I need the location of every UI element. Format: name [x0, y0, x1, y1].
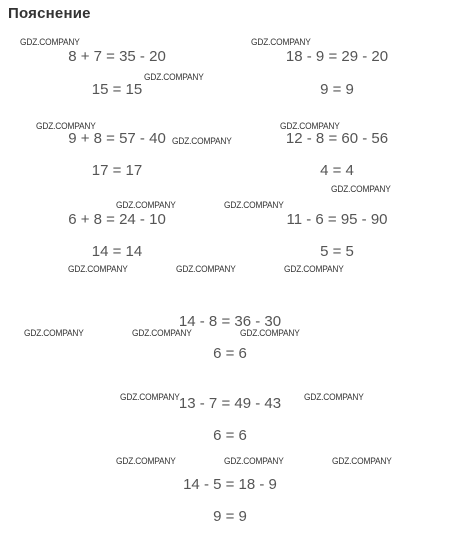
equation-7: 14 - 8 = 36 - 30 [178, 313, 282, 330]
equation-1-result: 15 = 15 [91, 81, 143, 98]
watermark: GDZ.COMPANY [116, 456, 176, 467]
watermark: GDZ.COMPANY [280, 121, 340, 132]
equation-6-result: 5 = 5 [320, 243, 354, 260]
watermark: GDZ.COMPANY [24, 328, 84, 339]
equation-6: 11 - 6 = 95 - 90 [286, 211, 388, 228]
watermark: GDZ.COMPANY [304, 392, 364, 403]
watermark: GDZ.COMPANY [172, 136, 232, 147]
equation-4-result: 4 = 4 [320, 162, 354, 179]
equation-8: 13 - 7 = 49 - 43 [178, 395, 282, 412]
page-title: Пояснение [8, 5, 91, 22]
equation-3: 9 + 8 = 57 - 40 [68, 130, 166, 147]
watermark: GDZ.COMPANY [116, 200, 176, 211]
equation-2-result: 9 = 9 [320, 81, 354, 98]
watermark: GDZ.COMPANY [68, 264, 128, 275]
watermark: GDZ.COMPANY [20, 37, 80, 48]
watermark: GDZ.COMPANY [331, 184, 391, 195]
equation-5: 6 + 8 = 24 - 10 [68, 211, 166, 228]
watermark: GDZ.COMPANY [224, 200, 284, 211]
watermark: GDZ.COMPANY [120, 392, 180, 403]
watermark: GDZ.COMPANY [36, 121, 96, 132]
watermark: GDZ.COMPANY [240, 328, 300, 339]
watermark: GDZ.COMPANY [176, 264, 236, 275]
watermark: GDZ.COMPANY [251, 37, 311, 48]
equation-2: 18 - 9 = 29 - 20 [285, 48, 389, 65]
equation-5-result: 14 = 14 [91, 243, 143, 260]
watermark: GDZ.COMPANY [132, 328, 192, 339]
watermark: GDZ.COMPANY [144, 72, 204, 83]
watermark: GDZ.COMPANY [284, 264, 344, 275]
watermark: GDZ.COMPANY [332, 456, 392, 467]
equation-9-result: 9 = 9 [213, 508, 247, 525]
equation-4: 12 - 8 = 60 - 56 [285, 130, 389, 147]
equation-7-result: 6 = 6 [213, 345, 247, 362]
equation-9: 14 - 5 = 18 - 9 [183, 476, 277, 493]
watermark: GDZ.COMPANY [224, 456, 284, 467]
equation-3-result: 17 = 17 [91, 162, 143, 179]
equation-1: 8 + 7 = 35 - 20 [68, 48, 166, 65]
equation-8-result: 6 = 6 [213, 427, 247, 444]
